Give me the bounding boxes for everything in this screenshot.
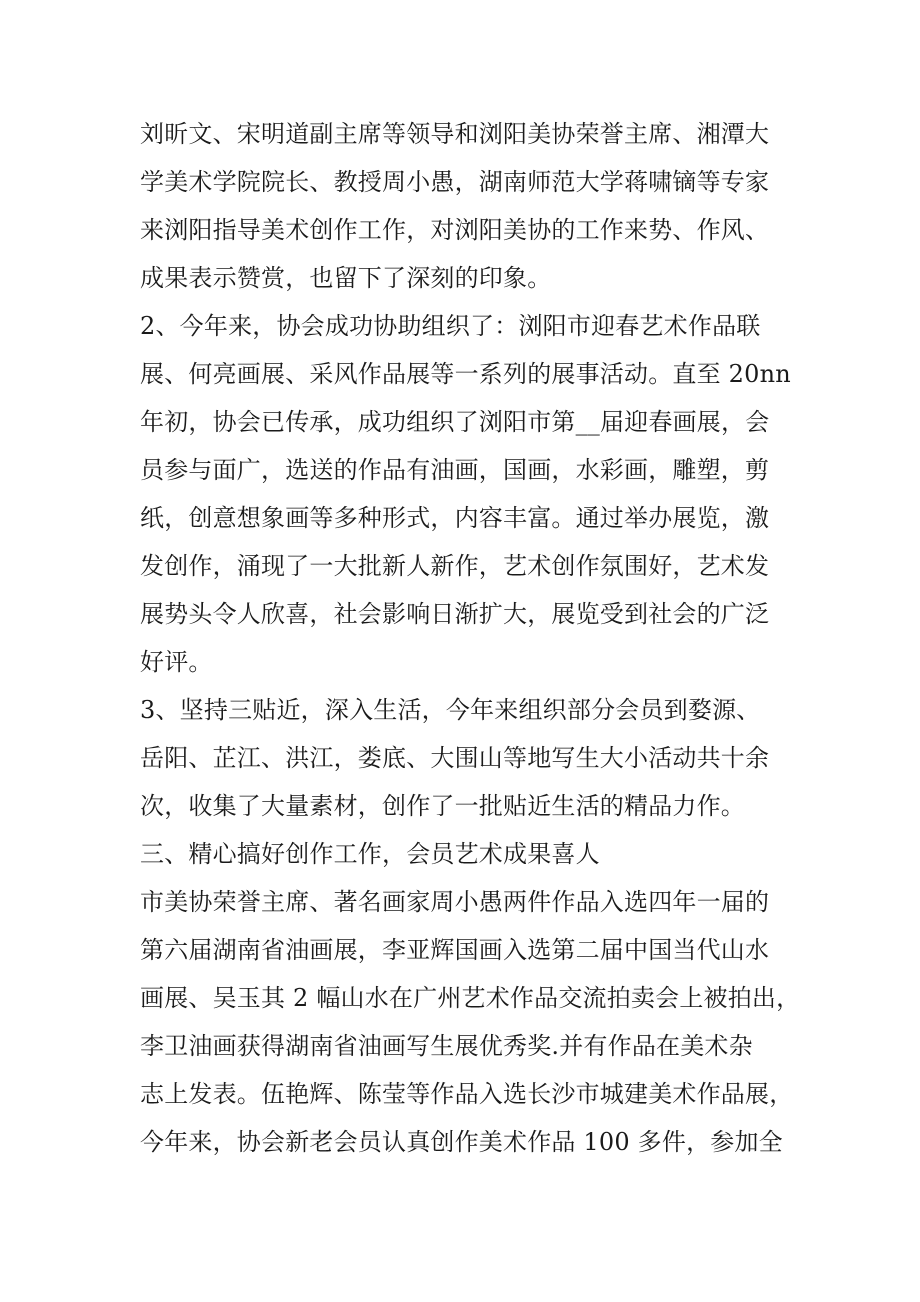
text-line: 李卫油画获得湖南省油画写生展优秀奖.并有作品在美术杂	[140, 1032, 753, 1060]
document-body	[140, 110, 801, 1166]
text-line: 年初，协会已传承，成功组织了浏阳市第__届迎春画展，会	[140, 408, 770, 436]
text-line: 成果表示赞赏，也留下了深刻的印象。	[140, 264, 552, 292]
text-line: 画展、吴玉其 2 幅山水在广州艺术作品交流拍卖会上被拍出，	[140, 984, 801, 1012]
section-heading: 三、精心搞好创作工作，会员艺术成果喜人	[140, 840, 600, 868]
text-line: 3、坚持三贴近，深入生活，今年来组织部分会员到婺源、	[140, 696, 761, 724]
text-line: 展势头令人欣喜，社会影响日渐扩大，展览受到社会的广泛	[140, 600, 770, 628]
text-line: 今年来，协会新老会员认真创作美术作品 100 多件，参加全	[140, 1128, 783, 1156]
text-line: 发创作，涌现了一大批新人新作，艺术创作氛围好，艺术发	[140, 552, 770, 580]
text-line: 刘昕文、宋明道副主席等领导和浏阳美协荣誉主席、湘潭大	[140, 120, 770, 148]
text-line: 纸，创意想象画等多种形式，内容丰富。通过举办展览，激	[140, 504, 770, 532]
text-line: 次，收集了大量素材，创作了一批贴近生活的精品力作。	[140, 792, 745, 820]
text-line: 员参与面广，选送的作品有油画，国画，水彩画，雕塑，剪	[140, 456, 770, 484]
text-line: 第六届湖南省油画展，李亚辉国画入选第二届中国当代山水	[140, 936, 770, 964]
text-line: 市美协荣誉主席、著名画家周小愚两件作品入选四年一届的	[140, 888, 770, 916]
text-line: 来浏阳指导美术创作工作，对浏阳美协的工作来势、作风、	[140, 216, 770, 244]
text-line: 岳阳、芷江、洪江，娄底、大围山等地写生大小活动共十余	[140, 744, 770, 772]
text-line: 2、今年来，协会成功协助组织了：浏阳市迎春艺术作品联	[140, 312, 761, 340]
text-line: 学美术学院院长、教授周小愚，湖南师范大学蒋啸镝等专家	[140, 168, 770, 196]
text-line: 展、何亮画展、采风作品展等一系列的展事活动。直至 20nn	[140, 360, 791, 388]
text-line: 志上发表。伍艳辉、陈莹等作品入选长沙市城建美术作品展，	[140, 1080, 794, 1108]
text-line: 好评。	[140, 648, 213, 676]
